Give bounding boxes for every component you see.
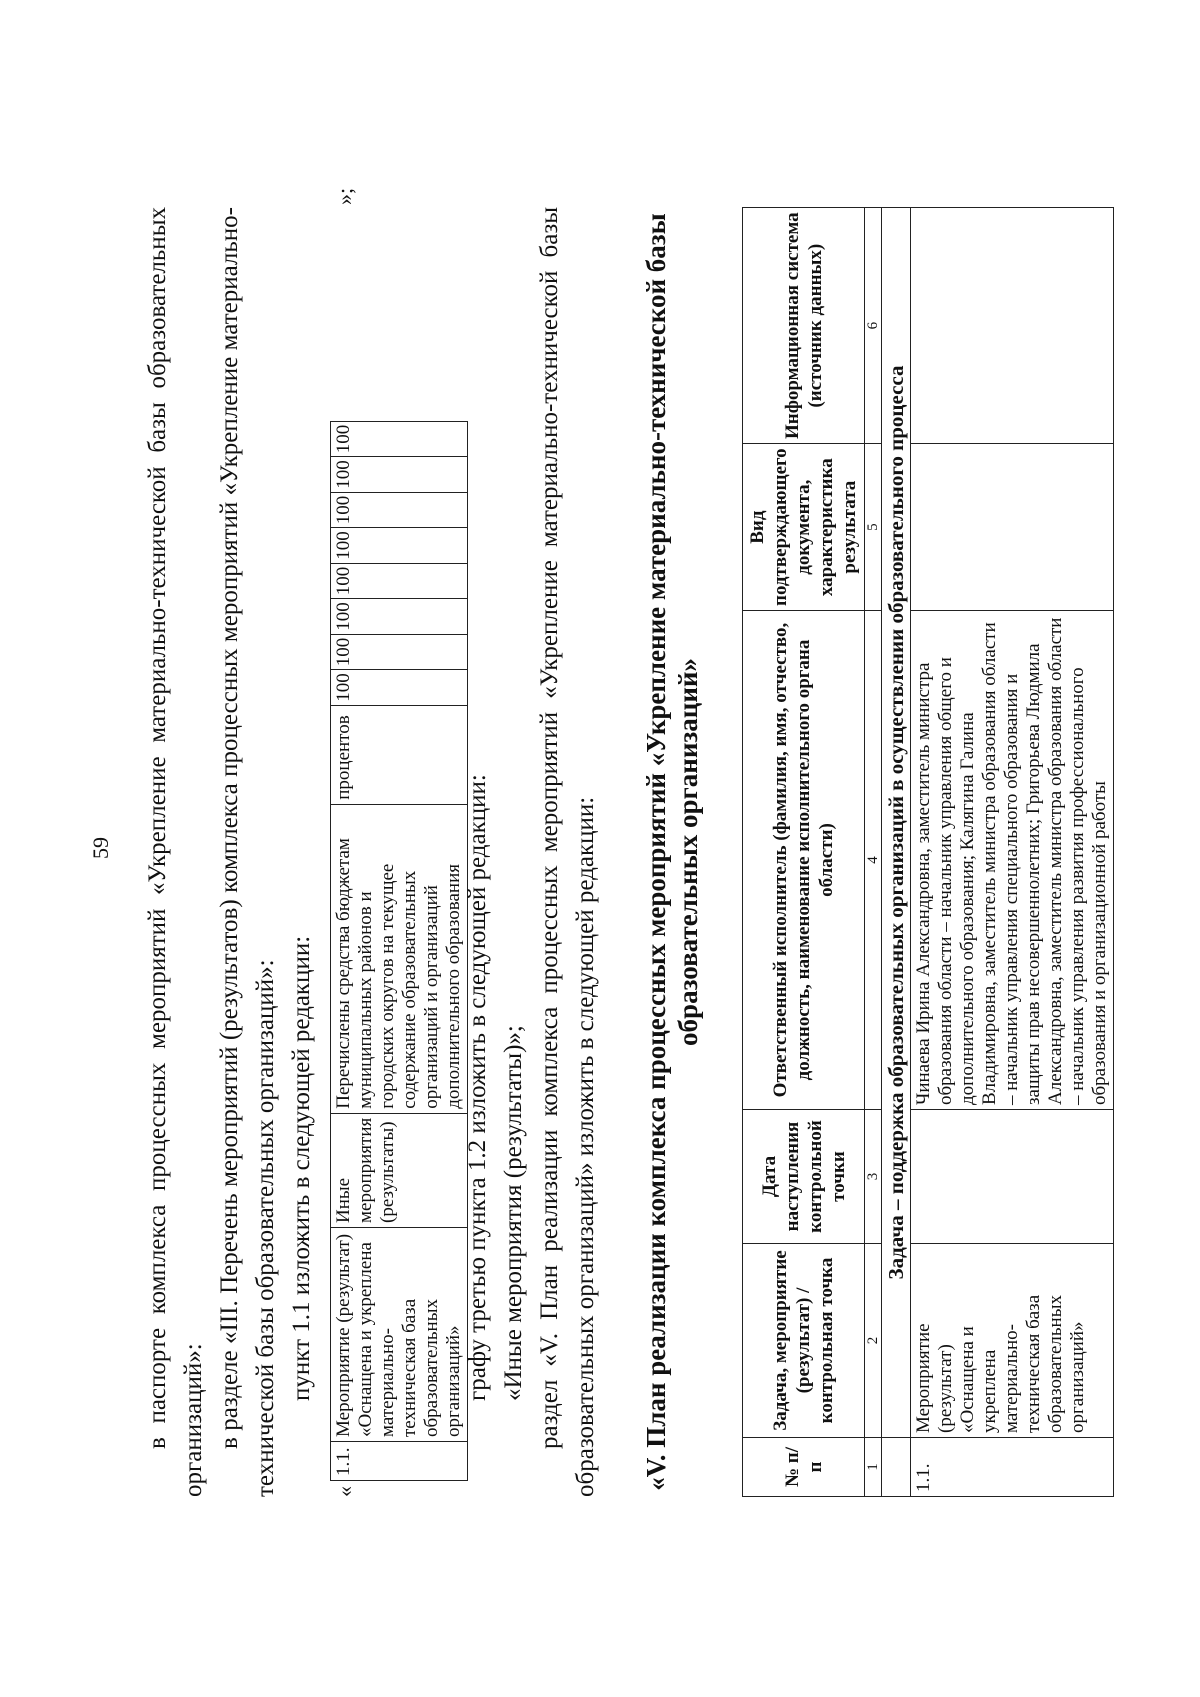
paragraph-point-1-1-text: пункт 1.1 изложить в следующей редакции: xyxy=(288,935,315,1401)
task-title: Задача – поддержка образовательных организаций в осуществлении образовательного процесса xyxy=(882,208,911,1438)
paragraph-point-1-1 xyxy=(284,207,320,1497)
section-heading: «V. План реализации комплекса процессных мероприятий «Укрепление материально-технической базы образовательных организаций» xyxy=(641,213,703,1491)
header-information-system: Информационная система (источник данных) xyxy=(743,208,865,444)
value-cell: 100 xyxy=(331,492,468,528)
event-cell: Мероприятие (результат) «Оснащена и укреплена материально-техническая база образовательных организаций» xyxy=(331,1228,468,1442)
quote-close: »; xyxy=(332,187,357,205)
results-table xyxy=(330,421,468,1481)
paragraph-section-iii-text: в разделе «III. Перечень мероприятий (результатов) комплекса процессных мероприятий «Укрепление материально-технической базы образовательных организаций»: xyxy=(216,207,279,1497)
header-document: Вид подтверждающего документа, характеристика результата xyxy=(743,444,865,611)
event-cell: Мероприятие (результат) «Оснащена и укреплена материально-техническая база образовательных организаций» xyxy=(911,1244,1114,1438)
value-cell: 100 xyxy=(331,421,468,457)
information-system-cell xyxy=(911,208,1114,444)
table-row xyxy=(331,421,468,1480)
column-number: 6 xyxy=(865,208,882,444)
paragraph-section-v xyxy=(532,207,604,1497)
description-cell: Перечислены средства бюджетам муниципальных районов и городских округов на текущее содержание образовательных организаций и организаций дополнительного образования xyxy=(331,804,468,1113)
responsible-cell: Чинаева Ирина Александровна, заместитель министра образования области – начальник управления общего и дополнительного образования; Калягина Галина Владимировна, заместитель министра образования области – начальник управления специального образования и защиты прав несовершеннолетних; Григорьева Людмила Александровна, заместитель министра образования области – начальник управления развития профессионального образования и организационной работы xyxy=(911,611,1114,1110)
paragraph-passport-text: в паспорте комплекса процессных мероприятий «Укрепление материально-технической базы образовательных организаций»: xyxy=(144,207,207,1497)
task-empty-cell xyxy=(882,1438,911,1497)
value-cell: 100 xyxy=(331,599,468,635)
event-type-cell: Иные мероприятия (результаты) xyxy=(331,1113,468,1227)
column-number-row xyxy=(865,208,882,1497)
paragraph-column-three xyxy=(460,207,496,1497)
header-date: Дата наступления контрольной точки xyxy=(743,1110,865,1244)
table-header-row xyxy=(743,208,865,1497)
value-cell: 100 xyxy=(331,563,468,599)
unit-cell: процентов xyxy=(331,705,468,804)
value-cell: 100 xyxy=(331,528,468,564)
row-number-cell: 1.1. xyxy=(331,1442,468,1481)
paragraph-section-iii xyxy=(212,207,284,1497)
column-number: 5 xyxy=(865,444,882,611)
paragraph-other-events xyxy=(496,207,532,1497)
column-number: 1 xyxy=(865,1438,882,1497)
header-responsible: Ответственный исполнитель (фамилия, имя, отчество, должность, наименование исполнительного органа области) xyxy=(743,611,865,1110)
value-cell: 100 xyxy=(331,634,468,670)
paragraph-section-v-text: раздел «V. План реализации комплекса процессных мероприятий «Укрепление материально-технической базы образовательных организаций» изложить в следующей редакции: xyxy=(536,207,599,1497)
paragraph-passport xyxy=(140,207,212,1497)
implementation-plan-table xyxy=(742,207,1114,1497)
column-number: 3 xyxy=(865,1110,882,1244)
table-row xyxy=(911,208,1114,1497)
document-cell xyxy=(911,444,1114,611)
task-row xyxy=(882,208,911,1497)
paragraph-other-events-text: «Иные мероприятия (результаты)»; xyxy=(500,1025,527,1401)
column-number: 2 xyxy=(865,1244,882,1438)
value-cell: 100 xyxy=(331,670,468,706)
page-number: 59 xyxy=(88,837,113,859)
value-cell: 100 xyxy=(331,457,468,493)
header-task: Задача, мероприятие (результат) / контрольная точка xyxy=(743,1244,865,1438)
quote-open: « xyxy=(332,1486,357,1497)
header-number: № п/п xyxy=(743,1438,865,1497)
date-cell xyxy=(911,1110,1114,1244)
row-number-cell: 1.1. xyxy=(911,1438,1114,1497)
column-number: 4 xyxy=(865,611,882,1110)
paragraph-column-three-text: графу третью пункта 1.2 изложить в следующей редакции: xyxy=(464,774,491,1401)
